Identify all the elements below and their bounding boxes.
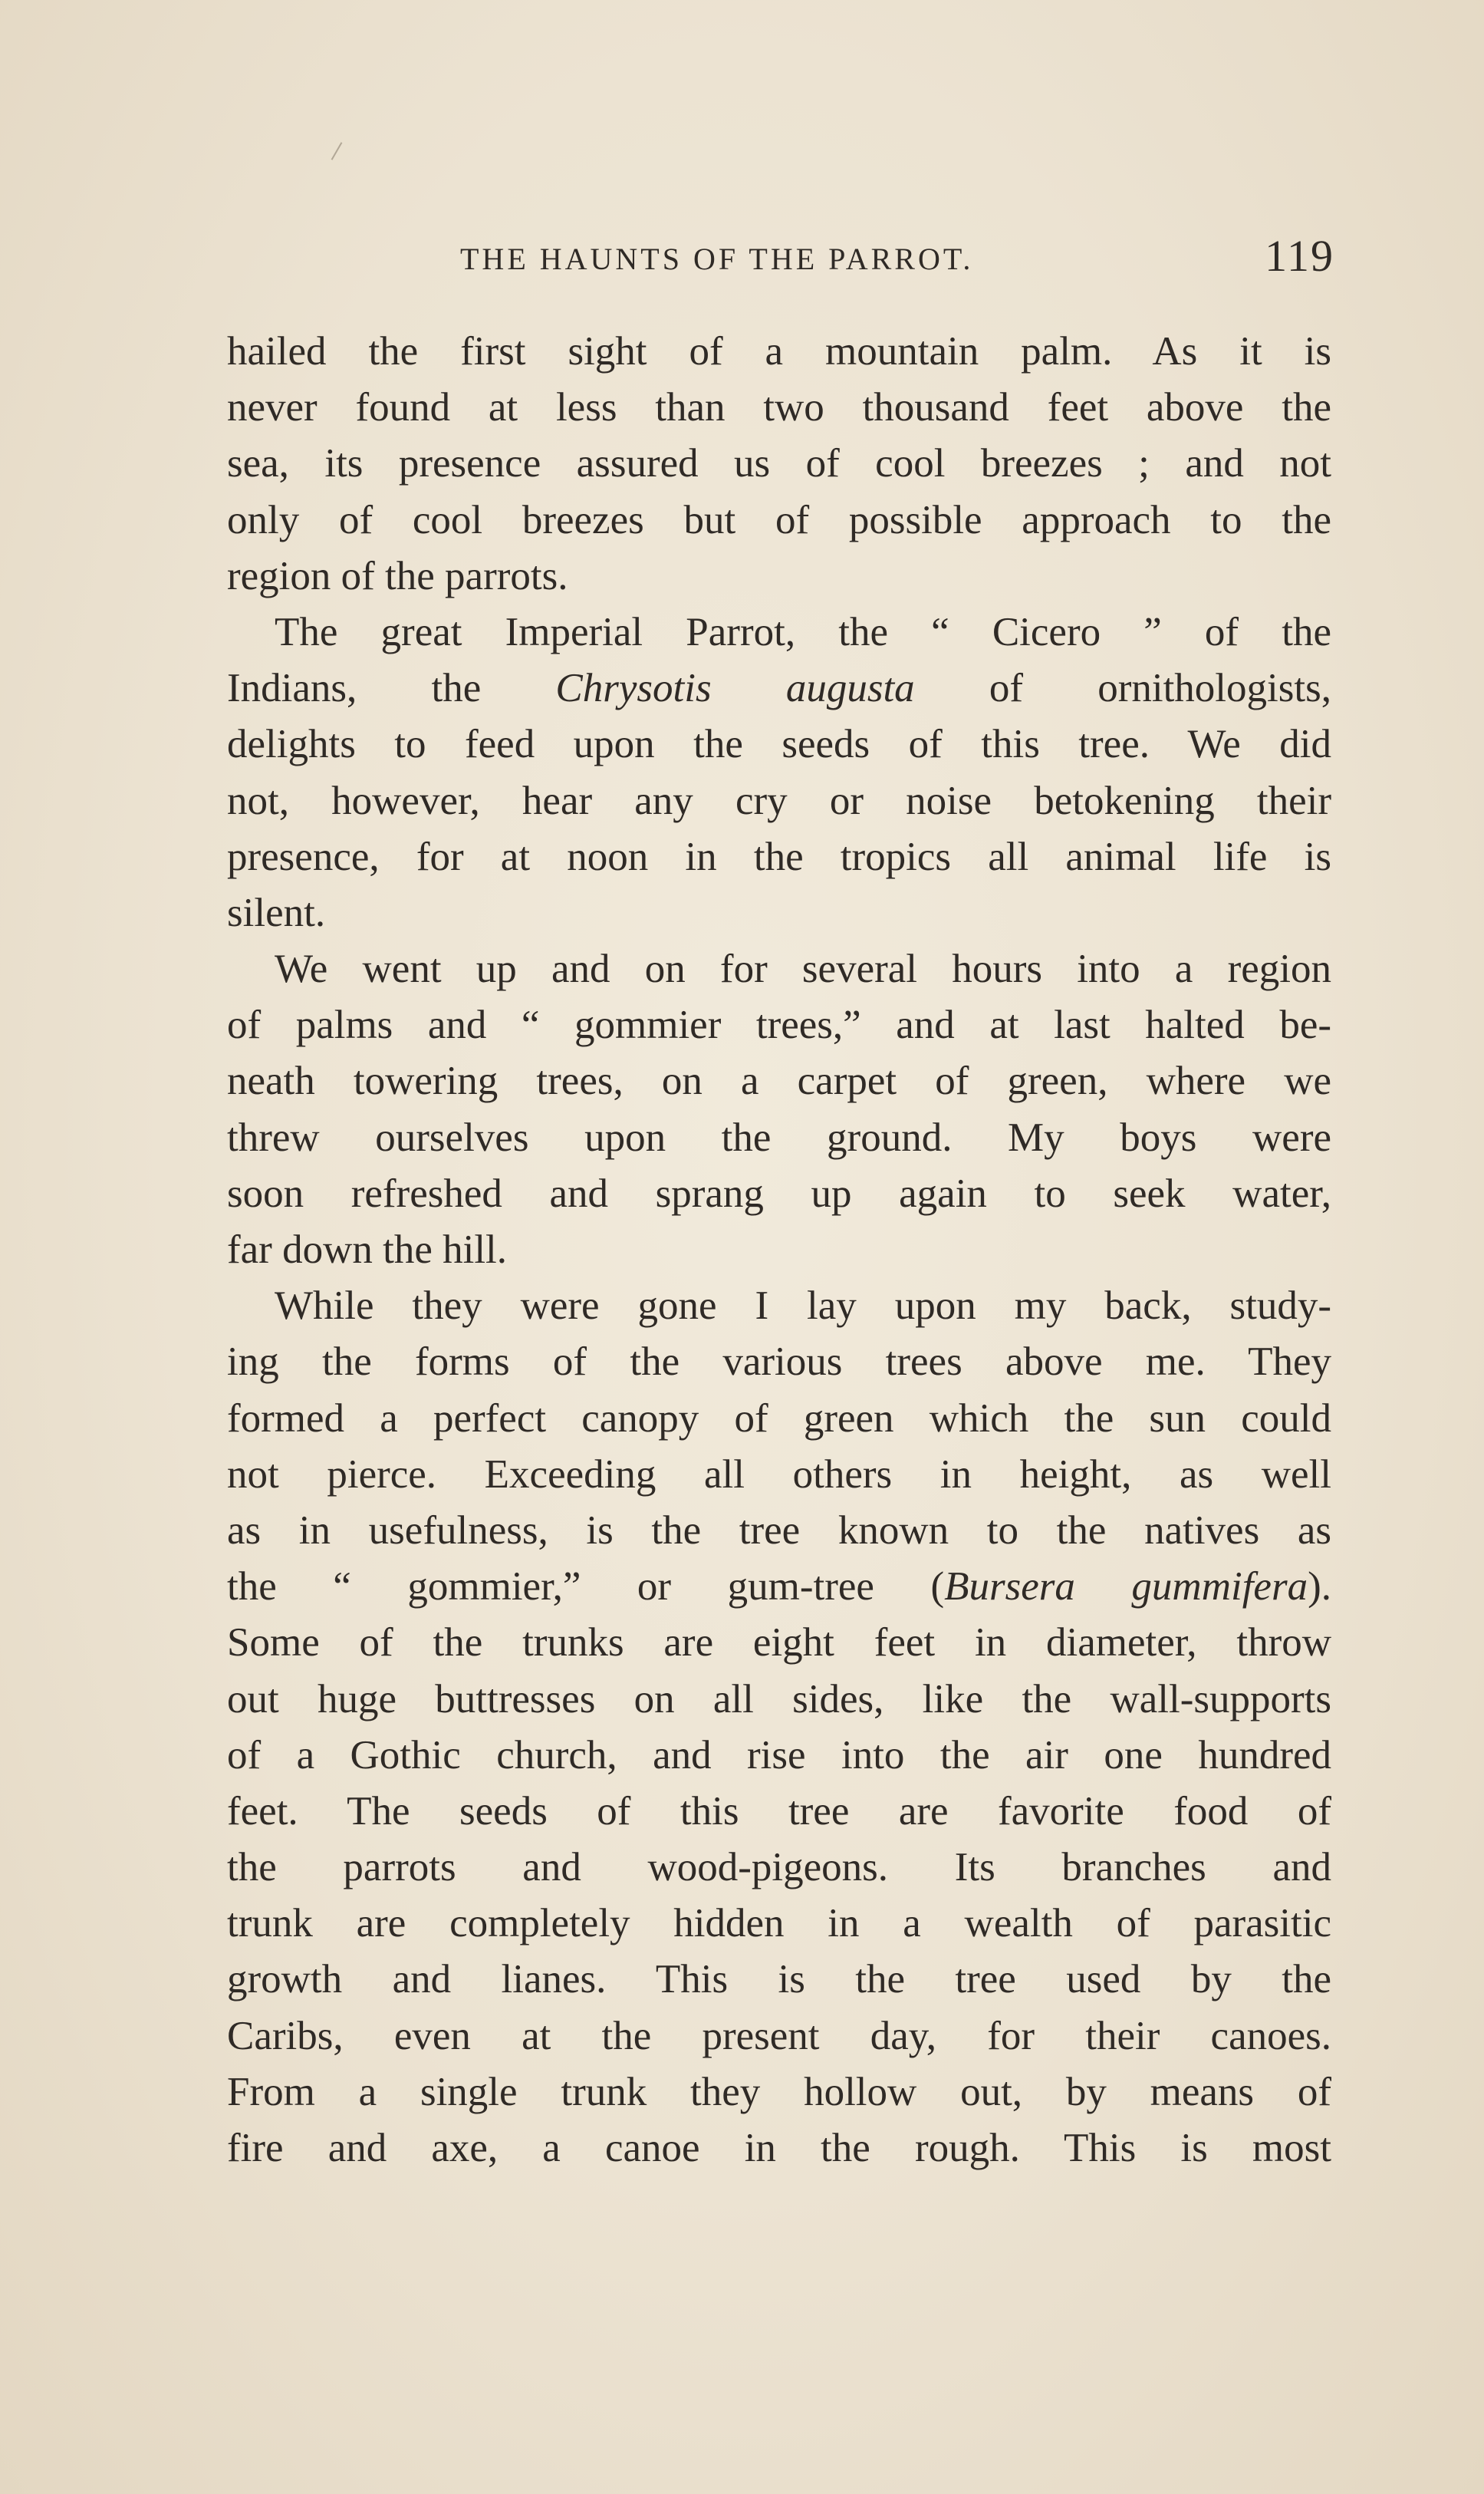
text-line: not, however, hear any cry or noise betokening their bbox=[227, 778, 1331, 823]
text-line: not pierce. Exceeding all others in height, as well bbox=[227, 1451, 1331, 1497]
text-line: hailed the first sight of a mountain palm. As it is bbox=[227, 329, 1331, 374]
text-segment: the “ gommier,” or gum-tree ( bbox=[227, 1564, 945, 1609]
page-header bbox=[222, 230, 1334, 292]
text-line: never found at less than two thousand feet above the bbox=[227, 385, 1331, 430]
species-name: Chrysotis augusta bbox=[555, 666, 915, 711]
running-head: THE HAUNTS OF THE PARROT. bbox=[460, 242, 974, 276]
text-segment: ). bbox=[1308, 1564, 1331, 1609]
text-line: delights to feed upon the seeds of this tree. We did bbox=[227, 722, 1331, 767]
text-line bbox=[227, 661, 1331, 717]
text-line: sea, its presence assured us of cool breezes ; and not bbox=[227, 441, 1331, 486]
text-line: Some of the trunks are eight feet in diameter, throw bbox=[227, 1620, 1331, 1665]
text-segment: of ornithologists, bbox=[914, 666, 1331, 711]
pencil-mark bbox=[331, 142, 343, 160]
text-line: soon refreshed and sprang up again to seek water, bbox=[227, 1171, 1331, 1216]
body-text bbox=[227, 324, 1331, 2176]
text-line: of palms and “ gommier trees,” and at last halted be- bbox=[227, 1003, 1331, 1048]
text-line: growth and lianes. This is the tree used by the bbox=[227, 1957, 1331, 2002]
text-line: the parrots and wood-pigeons. Its branches and bbox=[227, 1845, 1331, 1890]
text-line bbox=[227, 1559, 1331, 1615]
text-line: ing the forms of the various trees above me. They bbox=[227, 1339, 1331, 1385]
text-line: region of the parrots. bbox=[227, 553, 568, 598]
text-line: trunk are completely hidden in a wealth of parasitic bbox=[227, 1901, 1331, 1946]
text-line: presence, for at noon in the tropics all animal life is bbox=[227, 834, 1331, 879]
species-name: Bursera gummifera bbox=[944, 1564, 1308, 1609]
text-line: Caribs, even at the present day, for their canoes. bbox=[227, 2013, 1331, 2058]
text-line: silent. bbox=[227, 890, 326, 935]
text-line: While they were gone I lay upon my back, study- bbox=[275, 1283, 1331, 1329]
text-line: The great Imperial Parrot, the “ Cicero ” of the bbox=[275, 609, 1331, 654]
text-segment: Indians, the bbox=[227, 666, 556, 711]
text-line: fire and axe, a canoe in the rough. This is most bbox=[227, 2126, 1331, 2170]
text-line: only of cool breezes but of possible approach to the bbox=[227, 497, 1331, 542]
text-line: of a Gothic church, and rise into the air one hundred bbox=[227, 1732, 1331, 1777]
text-line: as in usefulness, is the tree known to the natives as bbox=[227, 1507, 1331, 1553]
text-line: We went up and on for several hours into a region bbox=[275, 947, 1331, 992]
text-line: From a single trunk they hollow out, by means of bbox=[227, 2069, 1331, 2114]
text-line: formed a perfect canopy of green which the sun could bbox=[227, 1395, 1331, 1441]
text-line: feet. The seeds of this tree are favorite food of bbox=[227, 1788, 1331, 1833]
text-line: threw ourselves upon the ground. My boys were bbox=[227, 1115, 1331, 1160]
text-line: far down the hill. bbox=[227, 1227, 508, 1272]
page-number: 119 bbox=[1265, 231, 1334, 281]
text-line: neath towering trees, on a carpet of green, where we bbox=[227, 1059, 1331, 1104]
text-line: out huge buttresses on all sides, like the wall-supports bbox=[227, 1676, 1331, 1721]
